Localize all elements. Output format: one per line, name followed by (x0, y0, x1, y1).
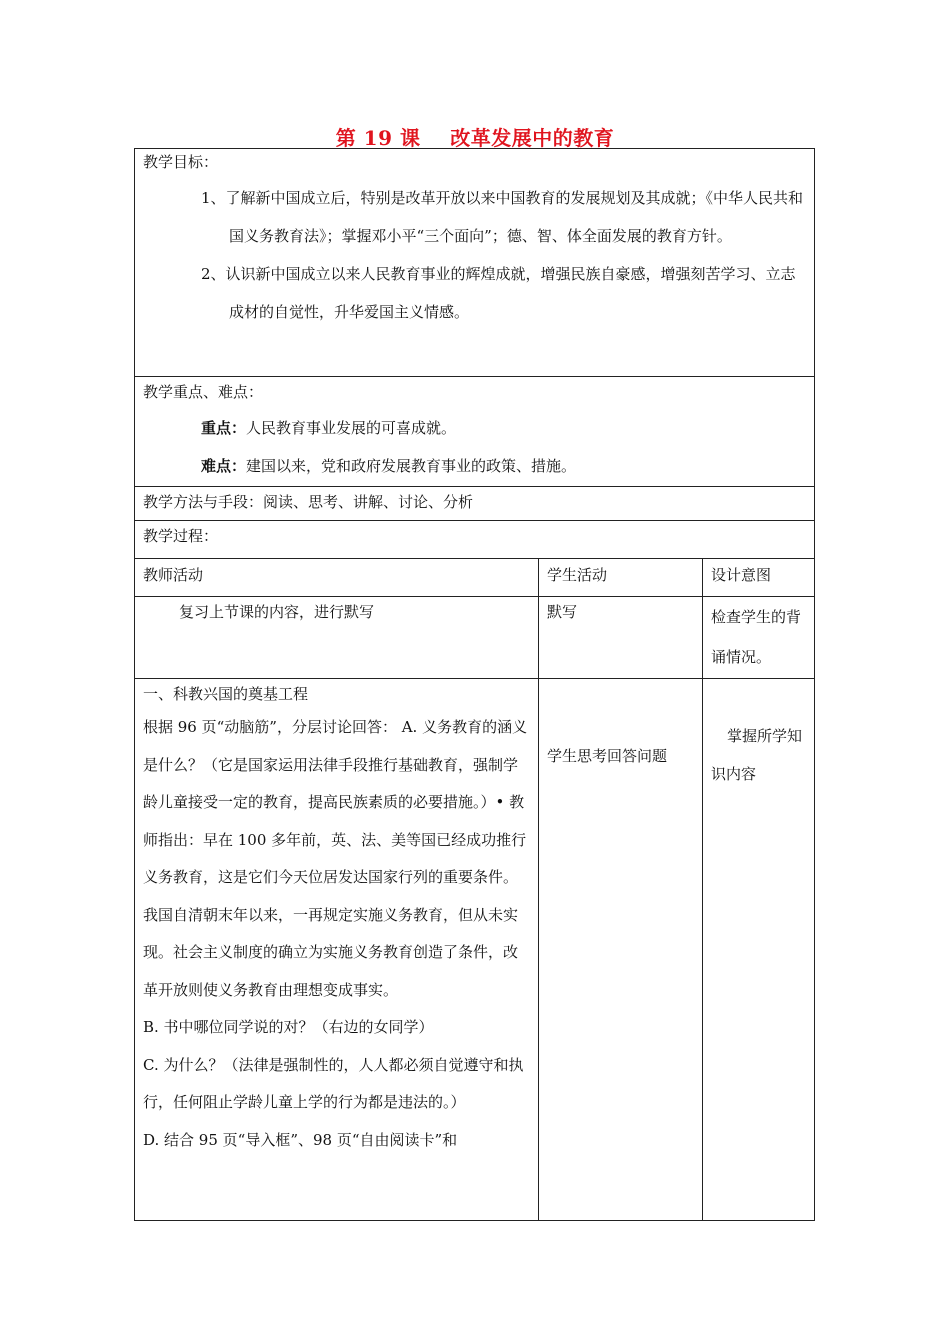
paragraph-c: C. 为什么？（法律是强制性的，人人都必须自觉遵守和执行，任何阻止学龄儿童上学的行为都是违法的。） (143, 1055, 524, 1111)
paragraph-a: 根据 96 页“动脑筋”，分层讨论回答： A. 义务教育的涵义是什么？（它是国家运用法律手段推行基础教育，强制学龄儿童接受一定的教育，提高民族素质的必要措施。）• 教师指出：早在 100 多年前，英、法、美等国已经成功推行义务教育，这是它们今天位居发达国家行列的重要条件。我国自清朝末年以来，一再规定实施义务教育，但从未实现。社会主义制度的确立为实施义务教育创造了条件，改革开放则使义务教育由理想变成事实。 (143, 718, 528, 999)
paragraph-d: D. 结合 95 页“导入框”、98 页“自由阅读卡”和 (143, 1130, 458, 1149)
row1-student: 默写 (547, 603, 578, 621)
difficulty-label: 难点： (201, 457, 247, 475)
section-heading: 一、科教兴国的奠基工程 (143, 685, 309, 703)
methods-row (135, 487, 815, 521)
col-design-intent: 设计意图 (711, 566, 772, 584)
column-header-row (135, 559, 815, 597)
focus-line (143, 409, 806, 447)
difficulty-line (143, 447, 806, 485)
key-points-heading: 教学重点、难点： (143, 383, 264, 401)
col-student-activity: 学生活动 (547, 566, 608, 584)
lesson-plan-table (134, 148, 815, 1221)
objective-item-1: 1、了解新中国成立后，特别是改革开放以来中国教育的发展规划及其成就；《中华人民共和国义务教育法》；掌握邓小平“三个面向”；德、智、体全面发展的教育方针。 (201, 189, 804, 245)
objectives-heading: 教学目标： (143, 153, 219, 171)
objective-item-2: 2、认识新中国成立以来人民教育事业的辉煌成就，增强民族自豪感，增强刻苦学习、立志成材的自觉性，升华爱国主义情感。 (201, 265, 796, 321)
focus-label: 重点： (201, 419, 247, 437)
paragraph-b: B. 书中哪位同学说的对？（右边的女同学） (143, 1018, 434, 1036)
col-teacher-activity: 教师活动 (143, 566, 204, 584)
difficulty-text: 建国以来，党和政府发展教育事业的政策、措施。 (246, 457, 577, 475)
row1-intent: 检查学生的背诵情况。 (711, 608, 802, 666)
objectives-row (135, 149, 815, 377)
row2-intent: 掌握所学知识内容 (711, 727, 803, 783)
lesson-title: 第 19 课 改革发展中的教育 (335, 126, 615, 150)
process-heading-row (135, 521, 815, 559)
focus-text: 人民教育事业发展的可喜成就。 (246, 419, 457, 437)
key-points-row (135, 377, 815, 487)
row2-student: 学生思考回答问题 (547, 747, 668, 765)
methods-text: 教学方法与手段：阅读、思考、讲解、讨论、分析 (143, 493, 474, 511)
table-row (135, 679, 815, 1221)
process-heading: 教学过程： (143, 527, 219, 545)
table-row (135, 597, 815, 679)
row1-teacher: 复习上节课的内容，进行默写 (179, 603, 375, 621)
